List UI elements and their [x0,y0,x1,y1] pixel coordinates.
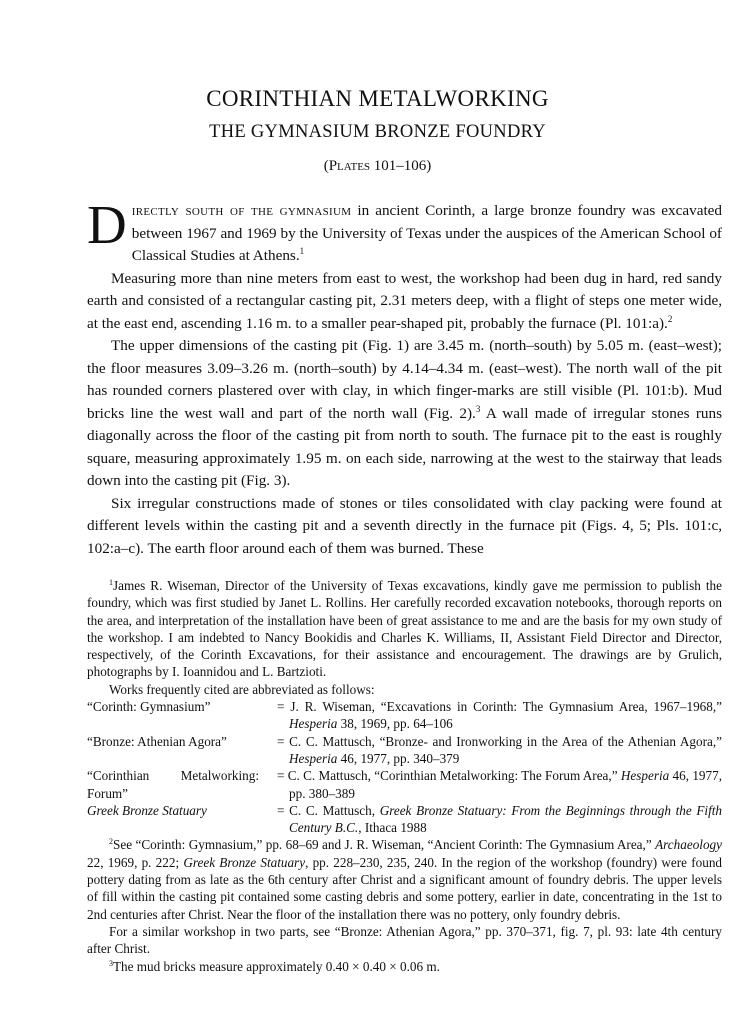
plates-reference: (Plates 101–106) [323,158,432,174]
journal-name: Hesperia [289,716,338,732]
abbreviations-intro: Works frequently cited are abbreviated as follows: [109,681,375,697]
abbreviation-citation: = C. C. Mattusch, “Bronze- and Ironworking in the Area of the Athenian Agora,” [277,733,722,749]
abbreviation-value [259,698,722,733]
abbreviation-citation-end: 46, 1977, pp. 380–389 [289,768,723,801]
abbreviation-citation: = J. R. Wiseman, “Excavations in Corinth: The Gymnasium Area, 1967–1968,” [277,699,722,715]
book-title: Greek Bronze Statuary: From the Beginnings through the Fifth Century B.C. [289,802,723,836]
journal-name: Hesperia [620,768,670,784]
abbreviation-citation-end: 38, 1969, pp. 64–106 [337,716,453,732]
footnote-1-number: 1 [109,578,113,587]
paragraph-3 [87,335,722,493]
footnotes [87,577,722,975]
abbreviations-table [87,698,722,836]
drop-cap: D [87,194,127,255]
paragraph-2 [87,268,722,336]
footnote-1 [87,577,722,681]
abbreviation-row [87,767,722,802]
paragraph-1 [87,194,723,268]
abbreviation-key: “Bronze: Athenian Agora” [87,733,227,749]
abbreviation-value [259,767,722,802]
footnote-1-text: James R. Wiseman, Director of the University of Texas excavations, kindly gave me permission to publish the foundry, which was first studied by Janet L. Rollins. Her carefully recorded excavation notebooks, thorough reports on the area, and interpretation of the installation have been of great assistance to me and are the basis for my own study of the workshop. I am indebted to Nancy Bookidis and Charles K. Williams, II, Assistant Field Director and Director, respectively, of the Corinth Excavations, for their assistance and encouragement. The drawings are by Grulich, photographs by I. Ioannidou and L. Bartzioti. [87,578,722,680]
footnote-2-number: 2 [109,837,113,847]
abbreviation-value [259,802,722,837]
journal-name: Archaeology [655,837,722,853]
article-title: CORINTHIAN METALWORKING [206,86,549,111]
abbreviation-row [87,802,722,837]
abbreviation-key: “Corinth: Gymnasium” [87,699,211,715]
paragraph-1-text: in ancient Corinth, a large bronze foundry was excavated between 1967 and 1969 by the University of Texas under the auspices of the American School of Classical Studies at Athens. [131,202,723,264]
journal-name: Hesperia [289,750,338,766]
abbreviation-row [87,698,722,733]
paragraph-3-text-b: A wall made of irregular stones runs diagonally across the floor of the casting pit from north to south. The furnace pit to the east is roughly square, measuring approximately 1.95 m. on each side, narrowing at the west to the stairway that leads down into the casting pit (Fig. 3). [87,404,722,489]
paragraph-4-text: Six irregular constructions made of stones or tiles consolidated with clay packing were found at different levels within the casting pit and a seventh directly in the furnace pit (Figs. 4, 5; Pls. 101:c, 102:a–c). The earth floor around each of them was burned. These [87,494,722,557]
article-body [87,194,723,560]
footnote-2-continuation: For a similar workshop in two parts, see “Bronze: Athenian Agora,” pp. 370–371, fig. 7, pl. 93: late 4th century after Christ. [87,923,722,957]
footnote-2-text: 22, 1969, p. 222; [87,854,184,870]
footnote-2-text: See “Corinth: Gymnasium,” pp. 68–69 and J. R. Wiseman, “Ancient Corinth: The Gymnasium Area,” [113,837,656,853]
footnote-3-text: The mud bricks measure approximately 0.40 × 0.40 × 0.06 m. [113,958,440,974]
book-title: Greek Bronze Statuary [183,854,306,870]
footnote-2-text: , pp. 228–230, 235, 240. In the region of the workshop (foundry) were found pottery dating from as late as the 6th century after Christ and a significant amount of foundry debris. The upper levels of fill within the casting pit contained some casting debris and some pottery, earlier in date, concentrating in the 1st to 2nd centuries after Christ. Near the floor of the installation there was no pottery, only foundry debris. [87,854,723,922]
abbreviation-key: “Corinthian Metalworking: Forum” [87,768,259,801]
abbreviation-citation-end: , Ithaca 1988 [358,820,427,836]
abbreviation-citation-end: 46, 1977, pp. 340–379 [337,750,460,766]
paragraph-4 [87,493,722,561]
abbreviation-key: Greek Bronze Statuary [87,802,207,818]
abbreviation-row [87,733,722,768]
article-subtitle: THE GYMNASIUM BRONZE FOUNDRY [209,122,546,142]
footnote-3-number: 3 [109,958,113,968]
footnote-3 [87,958,722,975]
paragraph-2-text: Measuring more than nine meters from east to west, the workshop had been dug in hard, red sandy earth and consisted of a rectangular casting pit, 2.31 meters deep, with a flight of steps one meter wide, at the east end, ascending 1.16 m. to a smaller pear-shaped pit, probably the furnace (Pl. 101:a). [87,269,722,332]
footnote-ref-1[interactable]: 1 [299,246,305,256]
paragraph-3-text-a: The upper dimensions of the casting pit (Fig. 1) are 3.45 m. (north–south) by 5.05 m. (east–west); the floor measures 3.09–3.26 m. (north–south) by 4.14–4.34 m. (east–west). The north wall of the pit has rounded corners plastered over with clay, in which finger-marks are still visible (Pl. 101:b). Mud bricks line the west wall and part of the north wall (Fig. 2). [87,337,722,422]
abbreviation-citation: = C. C. Mattusch, [277,802,380,818]
abbreviation-value [259,733,722,768]
abbreviation-citation: = C. C. Mattusch, “Corinthian Metalworking: The Forum Area,” [277,768,621,784]
footnote-2 [87,836,722,922]
footnote-ref-3[interactable]: 3 [475,403,481,414]
footnote-ref-2[interactable]: 2 [667,313,673,324]
opening-small-caps: irectly south of the gymnasium [131,202,352,219]
